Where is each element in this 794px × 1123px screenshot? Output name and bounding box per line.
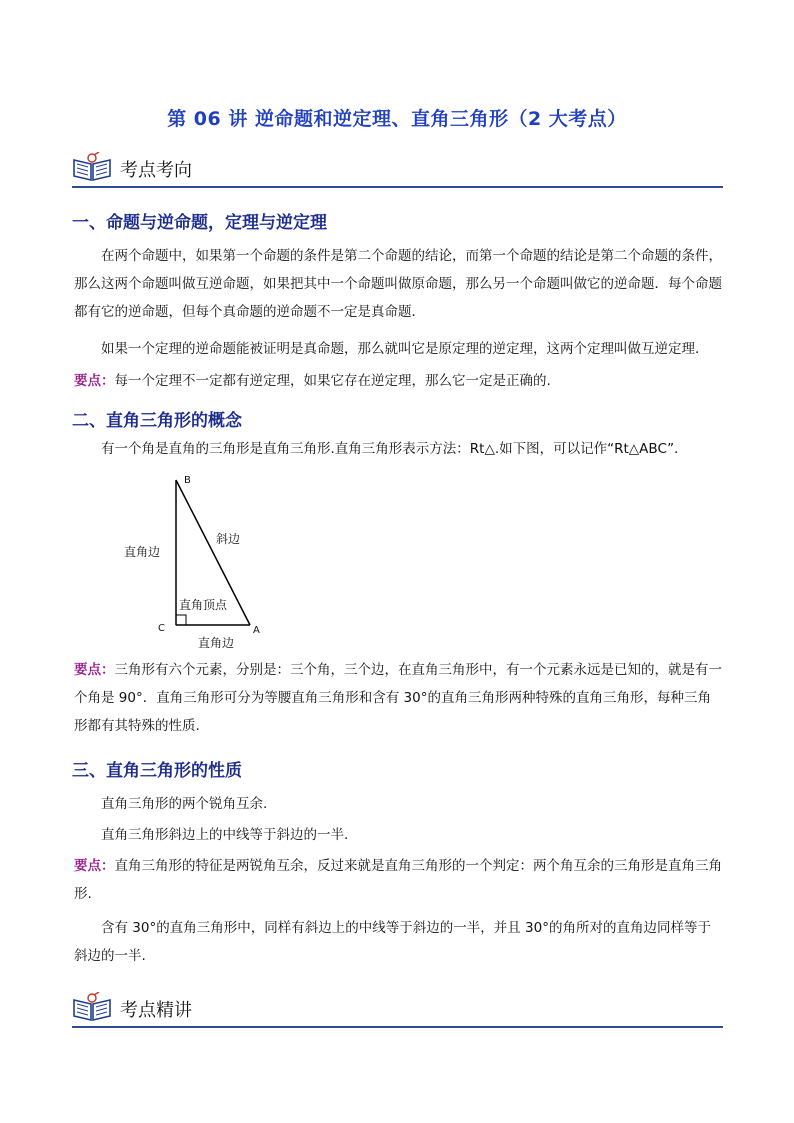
key-label: 要点：: [74, 858, 115, 874]
heading-right-triangle-concept: 二、直角三角形的概念: [72, 411, 242, 431]
section-header-explanation: [72, 990, 723, 1028]
heading-right-triangle-properties: 三、直角三角形的性质: [72, 761, 242, 781]
section-header-label: 考点精讲: [120, 1000, 192, 1021]
leg-vertical-label: 直角边: [124, 545, 161, 559]
key-text: 每一个定理不一定都有逆定理，如果它存在逆定理，那么它一定是正确的.: [114, 373, 551, 389]
hypotenuse-label: 斜边: [216, 532, 241, 546]
paragraph-30-degree: 含有 30°的直角三角形中，同样有斜边上的中线等于斜边的一半，并且 30°的角所对的直角边同样等于斜边的一半.: [74, 920, 711, 964]
page-title: 第 06 讲 逆命题和逆定理、直角三角形（2 大考点）: [167, 108, 627, 130]
leg-horizontal-label: 直角边: [198, 636, 235, 650]
paragraph-acute-angles: 直角三角形的两个锐角互余.: [101, 796, 268, 812]
section-header-overview: [72, 150, 723, 188]
open-book-icon: [72, 992, 112, 1022]
paragraph-right-triangle-definition: 有一个角是直角的三角形是直角三角形.直角三角形表示方法：Rt△.如下图，可以记作“Rt△ABC”．: [101, 441, 688, 457]
paragraph-converse-theorems: 如果一个定理的逆命题能被证明是真命题，那么就叫它是原定理的逆定理，这两个定理叫做互逆定理．: [101, 341, 709, 357]
key-point-1: [74, 367, 724, 395]
open-book-icon: [72, 152, 112, 182]
key-text: 直角三角形的特征是两锐角互余，反过来就是直角三角形的一个判定：两个角互余的三角形是直角三角形.: [74, 858, 722, 902]
key-point-2: [74, 656, 724, 740]
paragraph-median-hypotenuse: 直角三角形斜边上的中线等于斜边的一半.: [101, 827, 349, 843]
key-point-3: [74, 852, 724, 908]
section-header-label: 考点考向: [120, 160, 192, 181]
right-vertex-label: 直角顶点: [179, 598, 228, 612]
vertex-c-label: C: [158, 623, 165, 634]
paragraph-converse-propositions: 在两个命题中，如果第一个命题的条件是第二个命题的结论，而第一个命题的结论是第二个命题的条件，那么这两个命题叫做互逆命题，如果把其中一个命题叫做原命题，那么另一个命题叫做它的逆命题．每个命题都有它的逆命题，但每个真命题的逆命题不一定是真命题．: [74, 248, 722, 320]
right-triangle-diagram: [112, 470, 282, 655]
key-label: 要点：: [74, 373, 115, 389]
vertex-a-label: A: [253, 625, 260, 636]
heading-propositions: 一、命题与逆命题，定理与逆定理: [72, 213, 327, 233]
key-label: 要点：: [74, 662, 115, 678]
key-text: 三角形有六个元素，分别是：三个角，三个边，在直角三角形中，有一个元素永远是已知的，就是有一个角是 90°．直角三角形可分为等腰直角三角形和含有 30°的直角三角形两种特殊的直角三角形，每种三角形都有其特殊的性质.: [74, 662, 722, 734]
vertex-b-label: B: [184, 475, 191, 486]
